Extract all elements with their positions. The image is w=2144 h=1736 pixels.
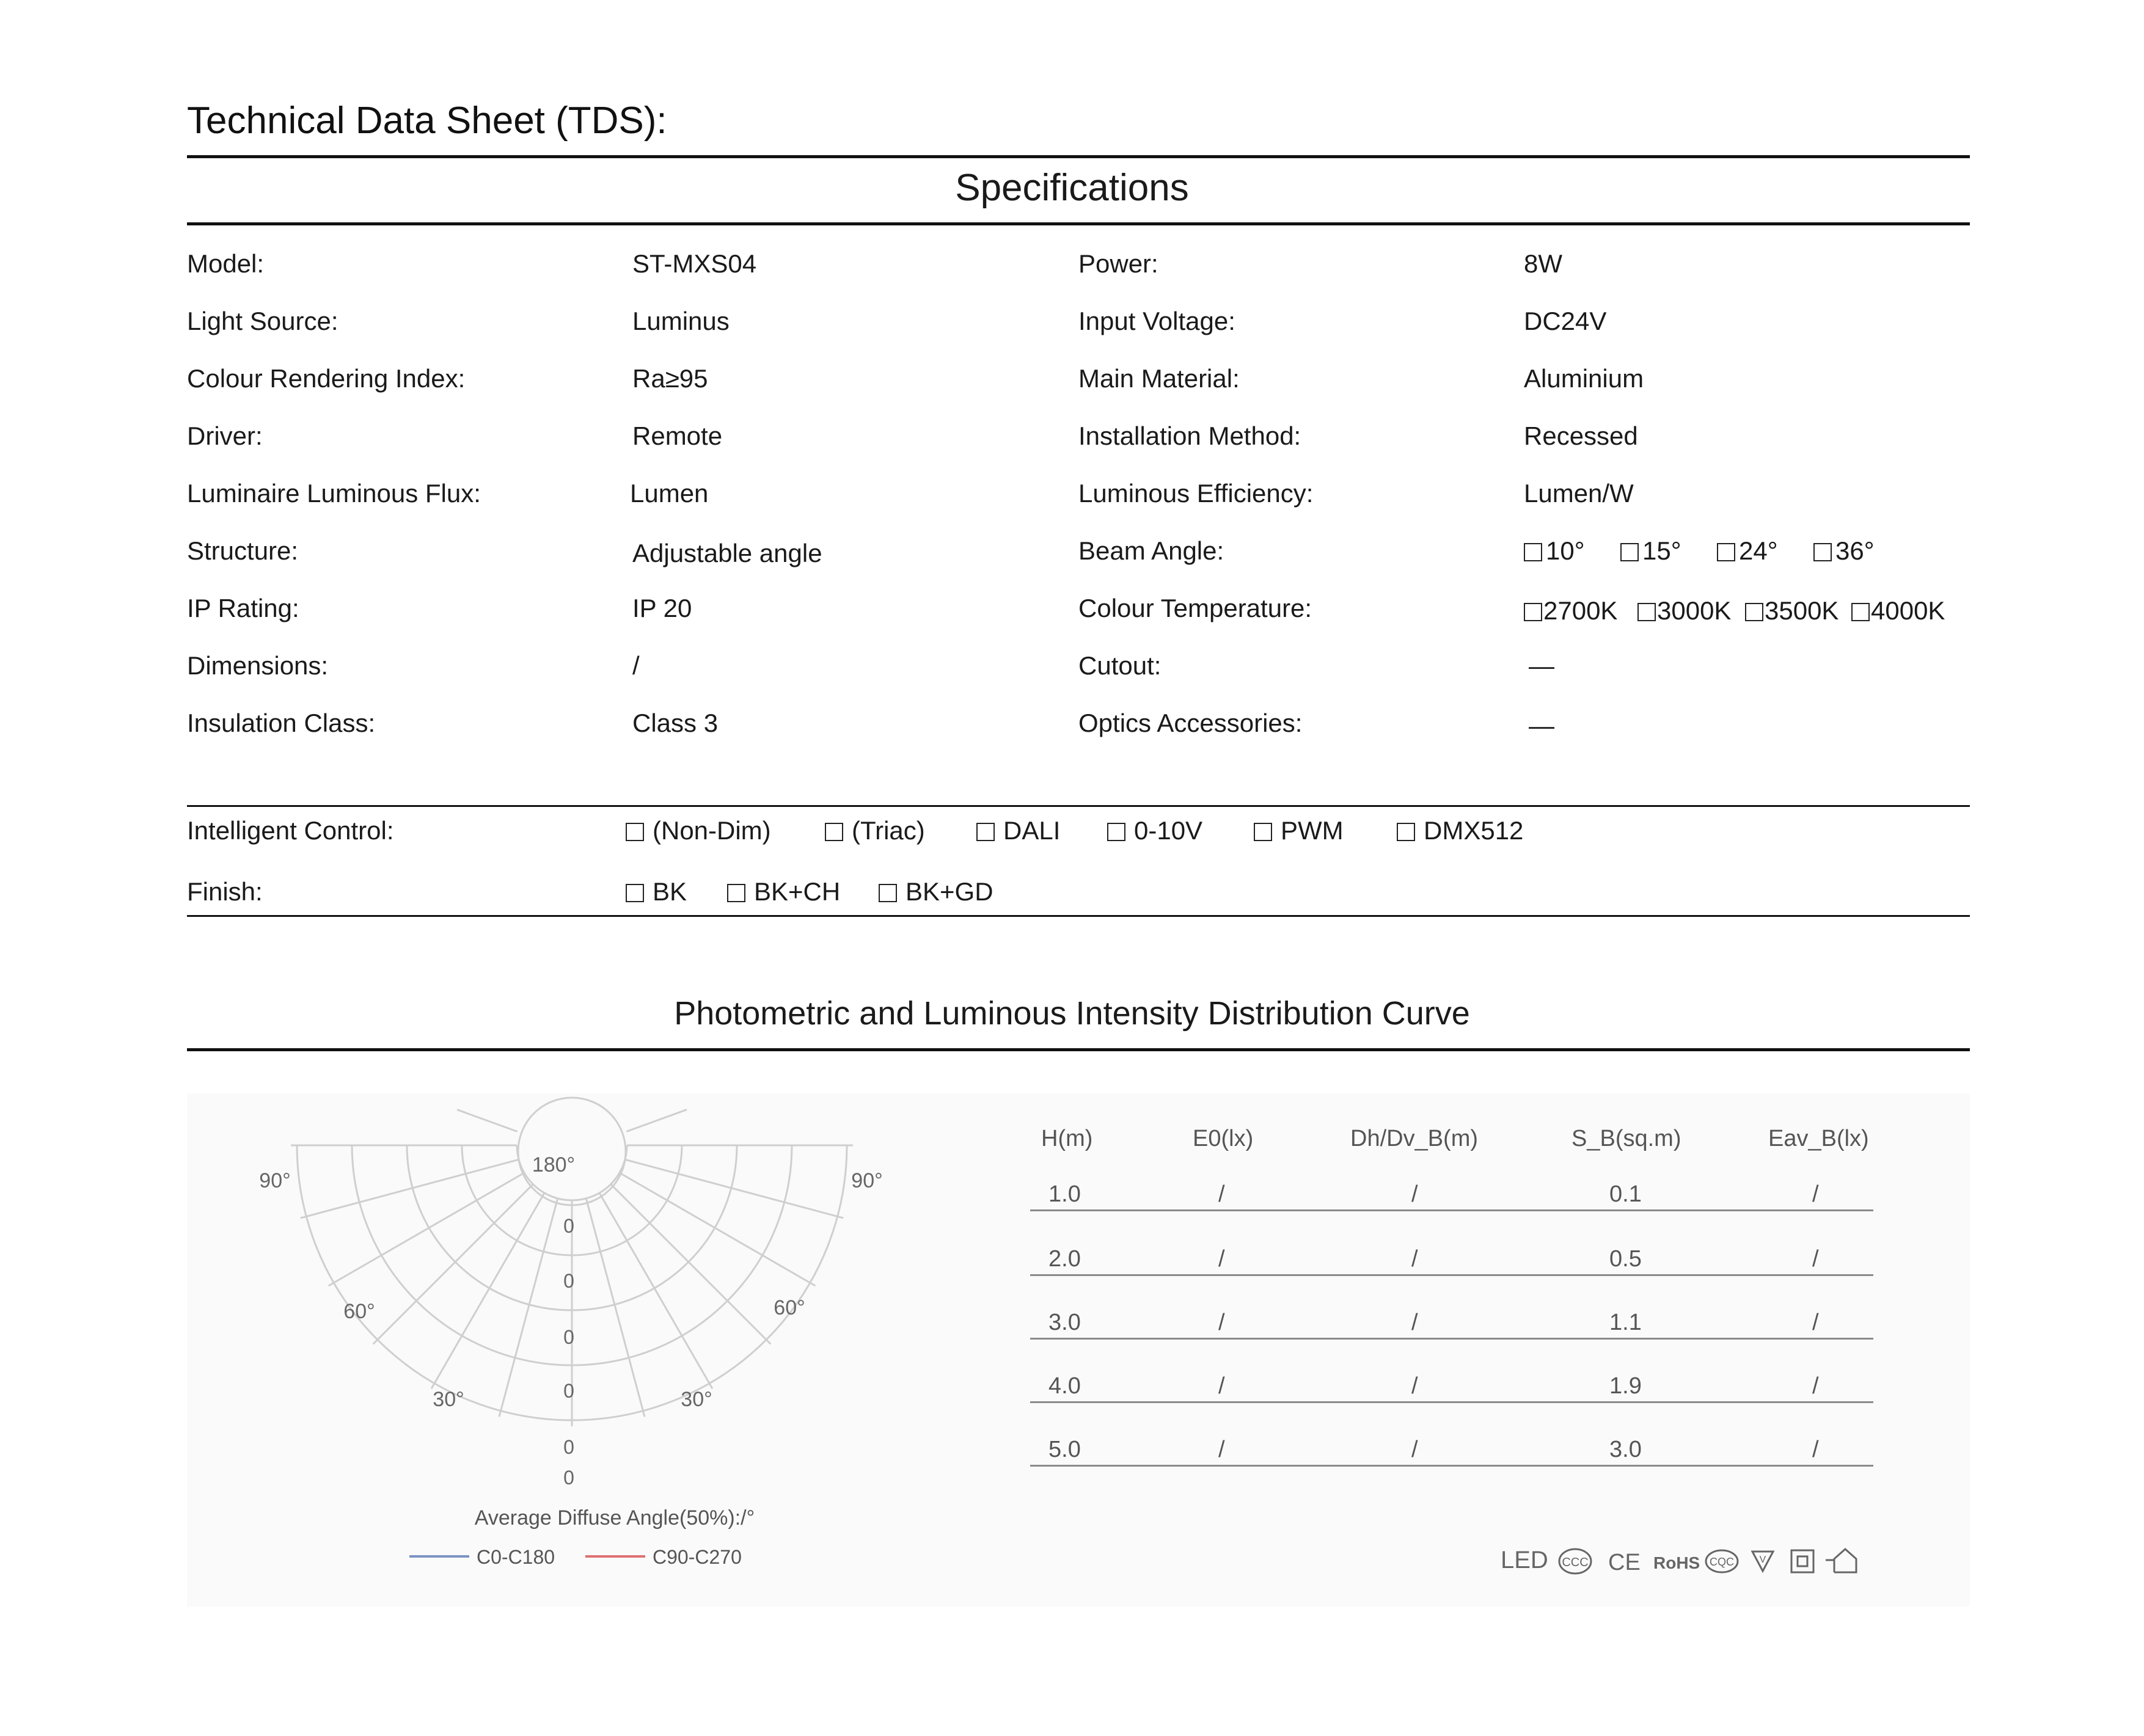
spec-value: Aluminium	[1524, 364, 1644, 393]
control-option[interactable]: DMX512	[1397, 816, 1523, 845]
colour-temp-option[interactable]: 2700K	[1524, 596, 1617, 625]
polar-spoke	[626, 1110, 687, 1132]
checkbox-icon[interactable]	[1524, 603, 1542, 621]
polar-spoke	[373, 1184, 533, 1344]
table-row-line	[1030, 1274, 1873, 1276]
table-cell: /	[1812, 1181, 1819, 1207]
checkbox-icon[interactable]	[1524, 543, 1542, 561]
led-mark: LED	[1501, 1547, 1548, 1574]
spec-label: Driver:	[187, 421, 263, 450]
spec-value: IP 20	[632, 594, 692, 622]
specs-rule	[187, 222, 1970, 225]
spec-value: ST-MXS04	[632, 249, 757, 278]
spec-value: Recessed	[1524, 421, 1638, 450]
svg-text:V: V	[1759, 1555, 1766, 1565]
finish-bottom-rule	[187, 915, 1970, 917]
checkbox-icon[interactable]	[1851, 603, 1870, 621]
checkbox-icon[interactable]	[1637, 603, 1656, 621]
spec-value: Lumen	[630, 479, 709, 508]
control-option[interactable]: DALI	[976, 816, 1060, 845]
table-row-line	[1030, 1338, 1873, 1340]
spec-label: Colour Temperature:	[1078, 594, 1312, 622]
checkbox-icon[interactable]	[1397, 823, 1415, 841]
table-cell: /	[1218, 1373, 1225, 1399]
polar-spoke	[586, 1198, 645, 1417]
radial-value: 0	[563, 1215, 574, 1237]
spec-value: Class 3	[632, 709, 719, 737]
beam-angle-option[interactable]: 24°	[1717, 536, 1778, 566]
ce-mark: CE	[1608, 1550, 1641, 1575]
spec-label: Cutout:	[1078, 651, 1162, 680]
table-cell: 5.0	[1048, 1437, 1081, 1462]
checkbox-icon[interactable]	[1254, 823, 1272, 841]
polar-spoke	[599, 1193, 712, 1388]
spec-value: 8W	[1524, 249, 1562, 278]
spec-value: Remote	[632, 421, 723, 450]
spec-value: Adjustable angle	[632, 539, 822, 567]
finish-option[interactable]: BK+GD	[879, 877, 993, 906]
control-top-rule	[187, 805, 1970, 807]
radial-value: 0	[563, 1436, 574, 1458]
cqc-icon	[1706, 1550, 1738, 1572]
colour-temp-option[interactable]: 3000K	[1637, 596, 1731, 625]
table-cell: /	[1812, 1310, 1819, 1335]
polar-spoke	[625, 1159, 843, 1218]
table-header: E0(lx)	[1193, 1126, 1254, 1151]
table-cell: 4.0	[1048, 1373, 1081, 1399]
spec-label: Luminaire Luminous Flux:	[187, 479, 481, 508]
document-title: Technical Data Sheet (TDS):	[187, 100, 667, 142]
table-cell: /	[1218, 1246, 1225, 1272]
angle-label-60-left: 60°	[343, 1300, 375, 1323]
table-cell: /	[1812, 1437, 1819, 1462]
spec-label: IP Rating:	[187, 594, 299, 622]
photometric-rule	[187, 1048, 1970, 1051]
control-option[interactable]: PWM	[1254, 816, 1344, 845]
spec-label: Input Voltage:	[1078, 307, 1235, 335]
angle-label-60-right: 60°	[774, 1296, 805, 1319]
table-cell: 0.5	[1609, 1246, 1642, 1272]
polar-spoke	[431, 1193, 544, 1388]
checkbox-icon[interactable]	[1813, 543, 1832, 561]
table-cell: /	[1218, 1181, 1225, 1207]
polar-center-ring	[518, 1098, 626, 1205]
spec-label: Model:	[187, 249, 265, 278]
finish-label: Finish:	[187, 877, 263, 906]
table-cell: /	[1218, 1310, 1225, 1335]
photometric-heading: Photometric and Luminous Intensity Distribution Curve	[674, 995, 1470, 1032]
checkbox-icon[interactable]	[879, 884, 897, 902]
rohs-mark: RoHS	[1653, 1553, 1700, 1572]
colour-temp-option[interactable]: 3500K	[1745, 596, 1838, 625]
spec-label: Power:	[1078, 249, 1158, 278]
spec-label: Dimensions:	[187, 651, 329, 680]
spec-value: Lumen/W	[1524, 479, 1634, 508]
checkbox-icon[interactable]	[626, 823, 644, 841]
polar-spoke	[611, 1184, 771, 1344]
diffuse-angle-caption: Average Diffuse Angle(50%):/°	[474, 1506, 755, 1530]
polar-spoke	[620, 1173, 815, 1286]
radial-value: 0	[563, 1326, 574, 1348]
checkbox-icon[interactable]	[976, 823, 995, 841]
polar-grid	[291, 1098, 853, 1426]
table-cell: /	[1411, 1373, 1418, 1399]
beam-angle-option[interactable]: 36°	[1813, 536, 1875, 566]
checkbox-icon[interactable]	[727, 884, 745, 902]
table-row-line	[1030, 1401, 1873, 1403]
polar-diagram	[187, 1093, 1067, 1607]
spec-label: Colour Rendering Index:	[187, 364, 466, 393]
table-row-line	[1030, 1209, 1873, 1211]
spec-label: Beam Angle:	[1078, 536, 1224, 565]
polar-spoke	[329, 1173, 524, 1286]
checkbox-icon[interactable]	[1107, 823, 1125, 841]
table-cell: 1.0	[1048, 1181, 1081, 1207]
table-cell: 0.1	[1609, 1181, 1642, 1207]
table-cell: /	[1411, 1181, 1418, 1207]
specs-heading: Specifications	[955, 167, 1189, 209]
angle-label-90-right: 90°	[851, 1169, 883, 1192]
beam-angle-option[interactable]: 15°	[1620, 536, 1681, 566]
spec-value: Luminus	[632, 307, 730, 335]
polar-spoke	[499, 1198, 558, 1417]
svg-text:CCC: CCC	[1562, 1556, 1589, 1569]
finish-option[interactable]: BK	[626, 877, 687, 906]
certification-icons	[1557, 1543, 1875, 1580]
angle-label-90-left: 90°	[259, 1169, 291, 1192]
triangle-v-icon	[1752, 1552, 1773, 1571]
control-option[interactable]: (Non-Dim)	[626, 816, 771, 845]
polar-spoke	[457, 1110, 518, 1132]
double-square-icon	[1791, 1550, 1813, 1572]
table-cell: 2.0	[1048, 1246, 1081, 1272]
table-header: Dh/Dv_B(m)	[1350, 1126, 1479, 1151]
checkbox-icon[interactable]	[1745, 603, 1763, 621]
table-header: H(m)	[1041, 1126, 1093, 1151]
spec-label: Structure:	[187, 536, 299, 565]
table-header: Eav_B(lx)	[1768, 1126, 1869, 1151]
table-cell: 3.0	[1048, 1310, 1081, 1335]
angle-label-30-right: 30°	[681, 1388, 712, 1411]
beam-angle-option[interactable]: 10°	[1524, 536, 1585, 566]
table-cell: /	[1812, 1373, 1819, 1399]
control-option[interactable]: (Triac)	[825, 816, 925, 845]
spec-label: Main Material:	[1078, 364, 1240, 393]
spec-label: Optics Accessories:	[1078, 709, 1303, 737]
radial-value: 0	[563, 1270, 574, 1292]
colour-temp-option[interactable]: 4000K	[1851, 596, 1945, 625]
checkbox-icon[interactable]	[825, 823, 843, 841]
spec-value: Ra≥95	[632, 364, 708, 393]
spec-label: Installation Method:	[1078, 421, 1301, 450]
table-cell: /	[1411, 1437, 1418, 1462]
legend-label-c0: C0-C180	[477, 1546, 555, 1568]
spec-label: Insulation Class:	[187, 709, 376, 737]
radial-value: 0	[563, 1467, 574, 1489]
table-row-line	[1030, 1465, 1873, 1467]
table-cell: 3.0	[1609, 1437, 1642, 1462]
spec-label: Luminous Efficiency:	[1078, 479, 1314, 508]
title-rule	[187, 155, 1970, 158]
checkbox-icon[interactable]	[1717, 543, 1735, 561]
table-header: S_B(sq.m)	[1571, 1126, 1681, 1151]
table-cell: 1.1	[1609, 1310, 1642, 1335]
angle-label-180: 180°	[532, 1153, 576, 1176]
table-cell: /	[1812, 1246, 1819, 1272]
intelligent-control-label: Intelligent Control:	[187, 816, 394, 845]
finish-option[interactable]: BK+CH	[727, 877, 840, 906]
control-option[interactable]: 0-10V	[1107, 816, 1202, 845]
svg-text:CQC: CQC	[1710, 1556, 1734, 1568]
spec-value: —	[1529, 711, 1554, 740]
angle-label-30-left: 30°	[433, 1388, 464, 1411]
polar-spoke	[301, 1159, 519, 1218]
spec-value: —	[1529, 651, 1554, 680]
radial-value: 0	[563, 1380, 574, 1402]
ccc-icon	[1559, 1549, 1591, 1574]
spec-value: DC24V	[1524, 307, 1607, 335]
checkbox-icon[interactable]	[1620, 543, 1639, 561]
table-cell: 1.9	[1609, 1373, 1642, 1399]
spec-value: /	[632, 651, 640, 680]
table-cell: /	[1218, 1437, 1225, 1462]
table-cell: /	[1411, 1310, 1418, 1335]
table-cell: /	[1411, 1246, 1418, 1272]
legend-label-c90: C90-C270	[653, 1546, 742, 1568]
checkbox-icon[interactable]	[626, 884, 644, 902]
spec-label: Light Source:	[187, 307, 338, 335]
house-icon	[1826, 1549, 1856, 1572]
